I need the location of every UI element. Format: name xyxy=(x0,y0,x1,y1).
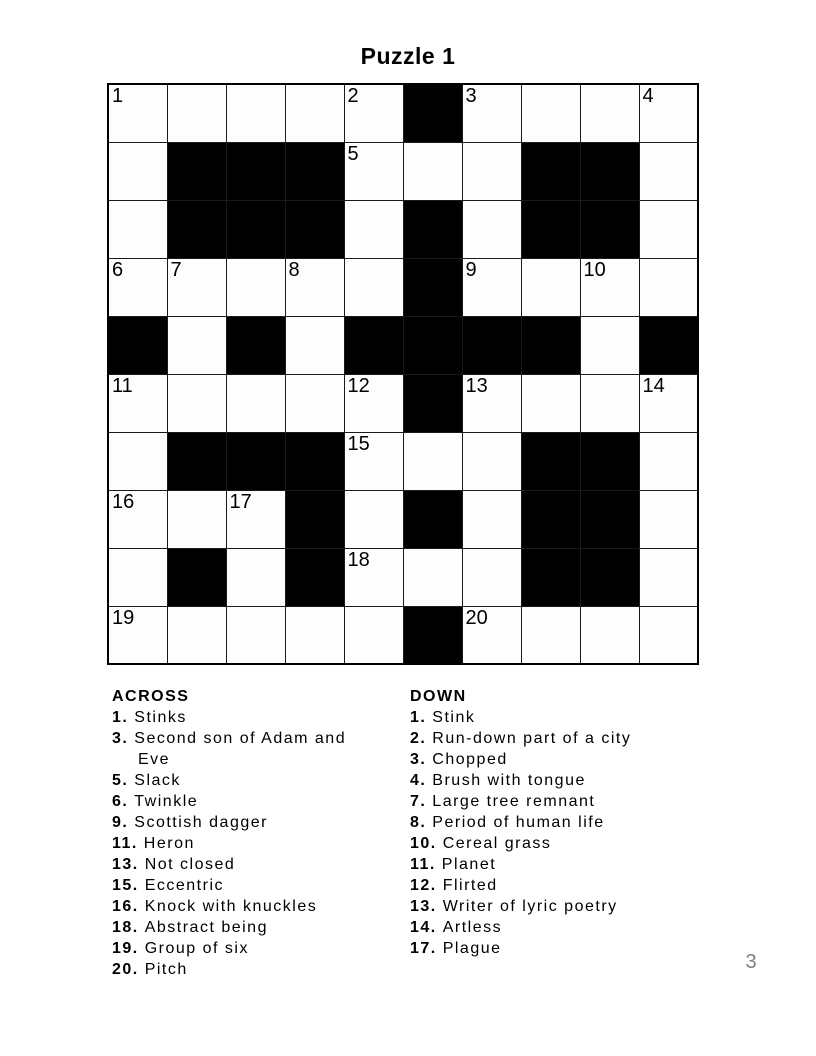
grid-cell[interactable] xyxy=(167,374,226,432)
grid-cell[interactable] xyxy=(462,606,521,664)
grid-row xyxy=(108,374,698,432)
grid-cell[interactable] xyxy=(462,258,521,316)
grid-cell-black xyxy=(580,548,639,606)
cell-number: 7 xyxy=(170,258,182,281)
clue-text: Second son of Adam and Eve xyxy=(128,730,347,768)
grid-row xyxy=(108,606,698,664)
grid-cell[interactable] xyxy=(462,84,521,142)
grid-cell-black xyxy=(226,432,285,490)
clue-item xyxy=(410,875,674,896)
grid-cell[interactable] xyxy=(167,490,226,548)
clue-item xyxy=(112,938,364,959)
grid-cell-black xyxy=(521,432,580,490)
grid-cell[interactable] xyxy=(285,606,344,664)
clue-text: Group of six xyxy=(138,940,249,957)
grid-cell-black xyxy=(226,142,285,200)
clue-item xyxy=(112,875,364,896)
crossword-grid-body xyxy=(108,84,698,664)
grid-cell-black xyxy=(403,84,462,142)
grid-cell[interactable] xyxy=(344,490,403,548)
clue-number: 12. xyxy=(410,877,437,894)
clue-number: 5. xyxy=(112,772,129,789)
grid-cell[interactable] xyxy=(580,316,639,374)
grid-cell[interactable] xyxy=(167,258,226,316)
clue-text: Heron xyxy=(137,835,195,852)
clue-item xyxy=(410,770,674,791)
grid-cell[interactable] xyxy=(108,142,167,200)
grid-cell[interactable] xyxy=(167,84,226,142)
grid-cell[interactable] xyxy=(639,606,698,664)
clue-item xyxy=(410,812,674,833)
grid-cell[interactable] xyxy=(108,374,167,432)
clue-number: 17. xyxy=(410,940,437,957)
grid-cell-black xyxy=(344,316,403,374)
grid-cell[interactable] xyxy=(580,374,639,432)
grid-cell-black xyxy=(285,432,344,490)
clue-number: 16. xyxy=(112,898,139,915)
grid-cell[interactable] xyxy=(226,548,285,606)
cell-number: 20 xyxy=(465,606,488,629)
grid-cell[interactable] xyxy=(226,606,285,664)
grid-cell[interactable] xyxy=(285,84,344,142)
clue-text: Not closed xyxy=(138,856,236,873)
clue-item xyxy=(112,917,364,938)
grid-row xyxy=(108,258,698,316)
clue-number: 6. xyxy=(112,793,129,810)
grid-cell-black xyxy=(167,200,226,258)
grid-cell[interactable] xyxy=(226,258,285,316)
down-heading: DOWN xyxy=(410,688,467,705)
clue-item xyxy=(410,791,674,812)
grid-cell[interactable] xyxy=(226,490,285,548)
grid-cell[interactable] xyxy=(108,200,167,258)
clue-item xyxy=(410,749,674,770)
grid-cell-black xyxy=(521,200,580,258)
grid-row xyxy=(108,432,698,490)
cell-number: 18 xyxy=(347,548,370,571)
clue-item xyxy=(410,707,674,728)
grid-cell[interactable] xyxy=(344,374,403,432)
clue-number: 2. xyxy=(410,730,427,747)
grid-cell-black xyxy=(403,606,462,664)
clue-text: Eccentric xyxy=(138,877,224,894)
clue-item xyxy=(112,707,364,728)
clue-number: 3. xyxy=(112,730,129,747)
grid-cell-black xyxy=(521,548,580,606)
grid-cell-black xyxy=(403,200,462,258)
clue-text: Chopped xyxy=(426,751,508,768)
grid-cell[interactable] xyxy=(226,84,285,142)
grid-row xyxy=(108,548,698,606)
grid-cell[interactable] xyxy=(639,432,698,490)
clue-item xyxy=(112,896,364,917)
grid-cell[interactable] xyxy=(639,258,698,316)
cell-number: 10 xyxy=(583,258,606,281)
clue-item xyxy=(410,938,674,959)
cell-number: 14 xyxy=(642,374,665,397)
grid-cell-black xyxy=(285,548,344,606)
clue-item xyxy=(410,896,674,917)
grid-row xyxy=(108,142,698,200)
clue-text: Brush with tongue xyxy=(426,772,586,789)
cell-number: 15 xyxy=(347,432,370,455)
grid-row xyxy=(108,316,698,374)
grid-cell-black xyxy=(167,432,226,490)
page-number: 3 xyxy=(745,951,757,973)
grid-cell-black xyxy=(108,316,167,374)
cell-number: 2 xyxy=(347,85,359,107)
page-title: Puzzle 1 xyxy=(360,43,456,69)
clue-item xyxy=(410,833,674,854)
clue-number: 11. xyxy=(112,835,138,852)
grid-cell[interactable] xyxy=(108,490,167,548)
clue-text: Planet xyxy=(435,856,497,873)
clue-item xyxy=(112,728,364,770)
grid-cell-black xyxy=(580,432,639,490)
clue-number: 1. xyxy=(410,709,427,726)
clue-item xyxy=(112,833,364,854)
clue-text: Slack xyxy=(128,772,181,789)
clue-item xyxy=(410,917,674,938)
clue-number: 13. xyxy=(410,898,437,915)
clue-number: 10. xyxy=(410,835,437,852)
clues-down-section xyxy=(410,686,674,959)
crossword-grid xyxy=(107,83,699,665)
down-clue-list xyxy=(410,707,674,959)
grid-cell[interactable] xyxy=(108,548,167,606)
grid-cell-black xyxy=(285,200,344,258)
grid-cell[interactable] xyxy=(403,432,462,490)
grid-cell[interactable] xyxy=(344,142,403,200)
grid-cell[interactable] xyxy=(344,200,403,258)
grid-cell[interactable] xyxy=(521,374,580,432)
clue-text: Twinkle xyxy=(128,793,199,810)
grid-cell[interactable] xyxy=(285,374,344,432)
grid-cell[interactable] xyxy=(580,84,639,142)
grid-cell-black xyxy=(521,142,580,200)
clue-number: 11. xyxy=(410,856,436,873)
grid-cell-black xyxy=(226,200,285,258)
cell-number: 12 xyxy=(347,374,370,397)
grid-cell-black xyxy=(639,316,698,374)
grid-row xyxy=(108,84,698,142)
clue-text: Writer of lyric poetry xyxy=(436,898,618,915)
grid-cell[interactable] xyxy=(108,606,167,664)
grid-cell[interactable] xyxy=(403,548,462,606)
grid-cell[interactable] xyxy=(580,606,639,664)
grid-cell[interactable] xyxy=(462,432,521,490)
clue-number: 8. xyxy=(410,814,427,831)
clue-text: Cereal grass xyxy=(436,835,552,852)
grid-cell-black xyxy=(580,200,639,258)
cell-number: 5 xyxy=(347,142,359,165)
cell-number: 17 xyxy=(229,490,252,513)
clue-text: Knock with knuckles xyxy=(138,898,318,915)
cell-number: 3 xyxy=(465,85,477,107)
grid-cell[interactable] xyxy=(639,200,698,258)
clue-text: Pitch xyxy=(138,961,188,978)
cell-number: 8 xyxy=(288,258,300,281)
clue-text: Period of human life xyxy=(426,814,605,831)
grid-cell-black xyxy=(167,548,226,606)
clue-text: Stinks xyxy=(128,709,187,726)
grid-cell-black xyxy=(403,490,462,548)
cell-number: 19 xyxy=(112,606,135,629)
clue-number: 19. xyxy=(112,940,139,957)
clue-text: Flirted xyxy=(436,877,498,894)
grid-cell[interactable] xyxy=(580,258,639,316)
grid-cell[interactable] xyxy=(521,606,580,664)
grid-cell[interactable] xyxy=(344,606,403,664)
grid-cell-black xyxy=(521,490,580,548)
grid-cell[interactable] xyxy=(285,316,344,374)
cell-number: 6 xyxy=(112,258,124,281)
clue-number: 1. xyxy=(112,709,129,726)
grid-cell-black xyxy=(226,316,285,374)
grid-cell-black xyxy=(403,316,462,374)
clue-item xyxy=(112,791,364,812)
grid-cell[interactable] xyxy=(521,258,580,316)
grid-cell-black xyxy=(580,142,639,200)
grid-cell[interactable] xyxy=(108,84,167,142)
grid-cell[interactable] xyxy=(344,548,403,606)
grid-cell[interactable] xyxy=(403,142,462,200)
clue-item xyxy=(112,959,364,980)
clue-number: 3. xyxy=(410,751,427,768)
clue-number: 18. xyxy=(112,919,139,936)
clue-number: 9. xyxy=(112,814,129,831)
grid-cell-black xyxy=(462,316,521,374)
grid-cell[interactable] xyxy=(167,606,226,664)
grid-cell[interactable] xyxy=(344,432,403,490)
grid-cell[interactable] xyxy=(639,142,698,200)
clue-text: Scottish dagger xyxy=(128,814,268,831)
clue-text: Large tree remnant xyxy=(426,793,596,810)
grid-cell[interactable] xyxy=(108,432,167,490)
grid-row xyxy=(108,490,698,548)
clue-number: 15. xyxy=(112,877,139,894)
cell-number: 1 xyxy=(112,85,124,107)
grid-cell-black xyxy=(167,142,226,200)
clue-text: Artless xyxy=(436,919,503,936)
grid-cell[interactable] xyxy=(108,258,167,316)
clue-item xyxy=(410,728,674,749)
grid-cell[interactable] xyxy=(521,84,580,142)
across-heading: ACROSS xyxy=(112,688,190,705)
grid-cell[interactable] xyxy=(639,374,698,432)
clue-item xyxy=(112,770,364,791)
clue-number: 14. xyxy=(410,919,437,936)
clue-number: 13. xyxy=(112,856,139,873)
grid-cell[interactable] xyxy=(462,200,521,258)
grid-cell[interactable] xyxy=(344,258,403,316)
grid-cell[interactable] xyxy=(462,142,521,200)
clue-text: Abstract being xyxy=(138,919,268,936)
grid-cell[interactable] xyxy=(285,258,344,316)
cell-number: 4 xyxy=(642,85,654,107)
clue-text: Run-down part of a city xyxy=(426,730,632,747)
grid-cell[interactable] xyxy=(639,548,698,606)
grid-cell-black xyxy=(403,374,462,432)
grid-cell[interactable] xyxy=(639,490,698,548)
grid-cell-black xyxy=(403,258,462,316)
clue-number: 7. xyxy=(410,793,427,810)
cell-number: 9 xyxy=(465,258,477,281)
cell-number: 13 xyxy=(465,374,488,397)
grid-cell[interactable] xyxy=(462,490,521,548)
grid-cell-black xyxy=(580,490,639,548)
grid-cell-black xyxy=(285,490,344,548)
clue-item xyxy=(112,812,364,833)
grid-cell[interactable] xyxy=(462,374,521,432)
cell-number: 16 xyxy=(112,490,135,513)
grid-cell[interactable] xyxy=(226,374,285,432)
grid-cell[interactable] xyxy=(344,84,403,142)
grid-cell[interactable] xyxy=(462,548,521,606)
grid-cell-black xyxy=(285,142,344,200)
clues-across-section xyxy=(112,686,364,980)
clue-number: 4. xyxy=(410,772,427,789)
grid-cell[interactable] xyxy=(639,84,698,142)
grid-cell[interactable] xyxy=(167,316,226,374)
cell-number: 11 xyxy=(112,374,133,397)
grid-row xyxy=(108,200,698,258)
grid-cell-black xyxy=(521,316,580,374)
clue-text: Stink xyxy=(426,709,476,726)
clue-number: 20. xyxy=(112,961,139,978)
clue-item xyxy=(410,854,674,875)
clue-item xyxy=(112,854,364,875)
across-clue-list xyxy=(112,707,364,980)
clue-text: Plague xyxy=(436,940,502,957)
